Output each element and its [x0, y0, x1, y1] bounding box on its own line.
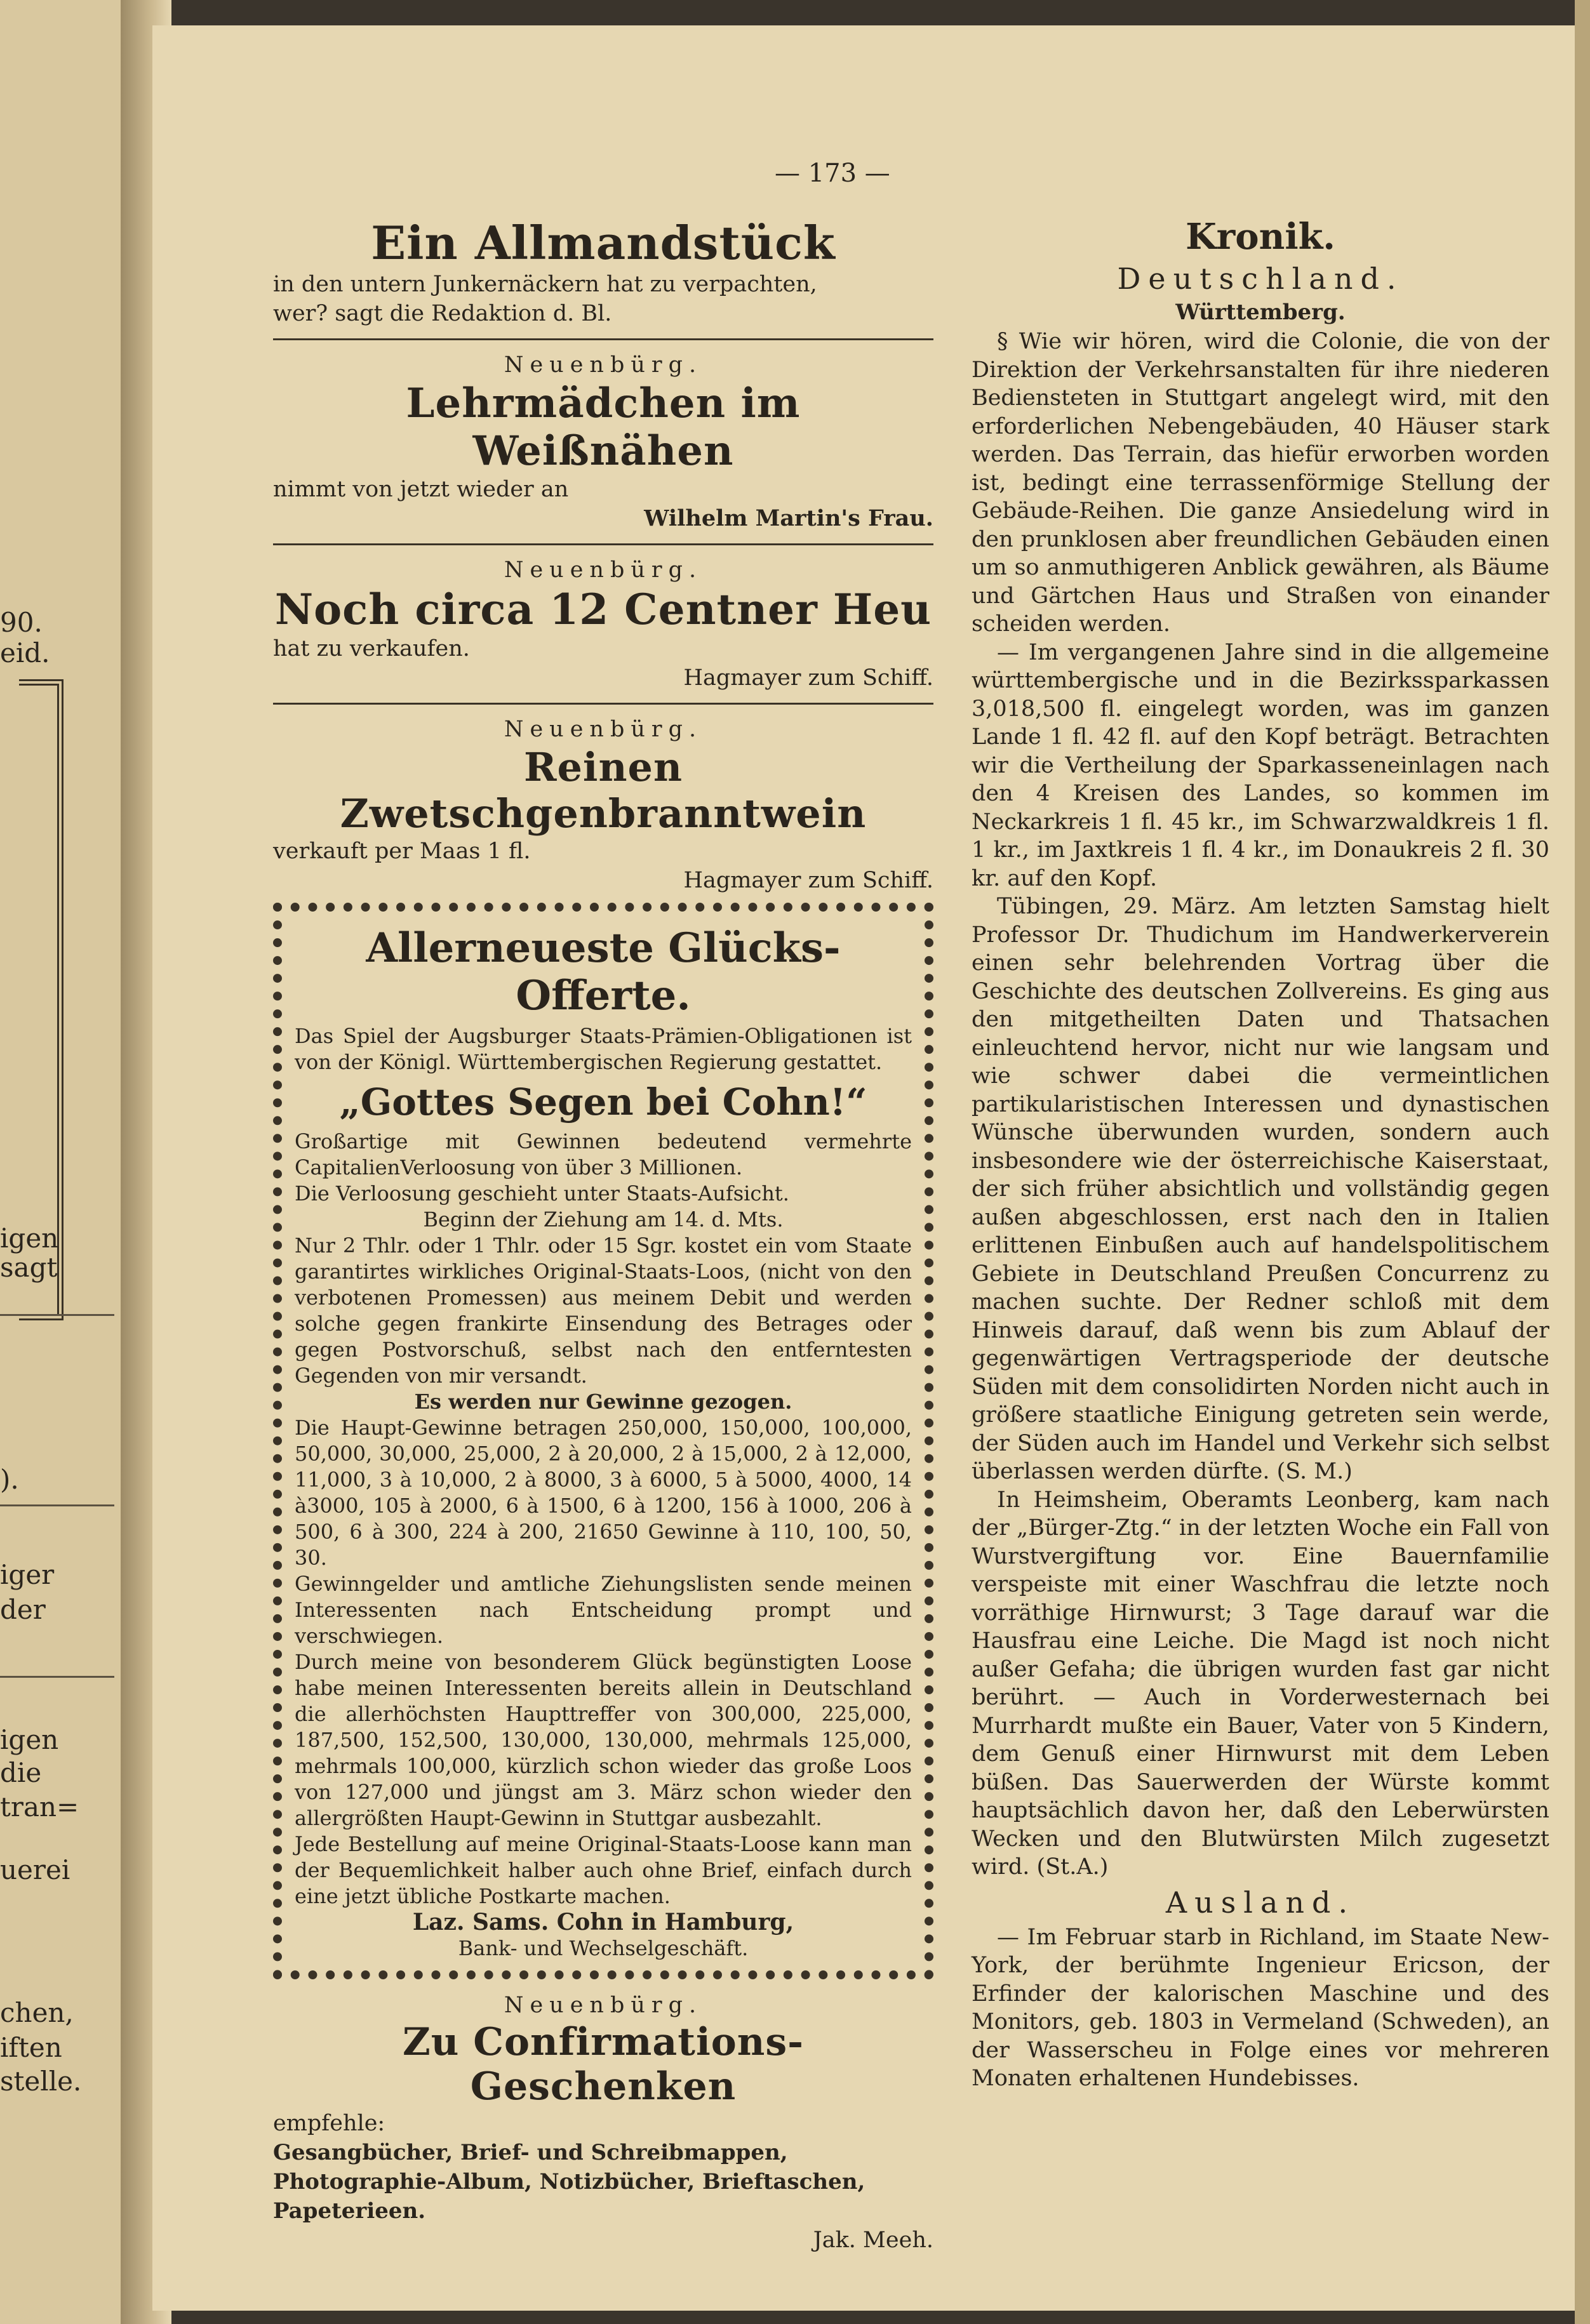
ad-signature: Hagmayer zum Schiff. [683, 665, 933, 691]
news-paragraph: Tübingen, 29. März. Am letzten Samstag hielt Professor Dr. Thudichum im Handwerkerverein einen sehr belehrenden Vortrag über die Geschichte des deutschen Zollvereins. Es ging aus den mitgetheilten Daten und Thatsachen einleuchtend hervor, nicht nur wie langsam und wie schwer dabei die vermeintlichen partikularistischen Interessen und dynastischen Wünsche überwunden wurden, sondern auch insbesondere wie der österreichische Kaiserstaat, der sich früher absichtlich und vollständig gegen außen abgeschlossen, erst nach den in Italien erlittenen Einbußen auch auf handelspolitischem Gebiete in Deutschland Preußen Concurrenz zu machen suchte. Der Redner schloß mit dem Hinweis darauf, daß wenn bis zum Ablauf der gegenwärtigen Vertragsperiode der deutsche Süden mit dem consolidirten Norden nicht auch in größere staatliche Einigung getreten sein werde, der Süden auch im Handel und Verkehr sich selbst überlassen werden dürfte. (S. M.) [972, 894, 1549, 1484]
ad-place: Neuenbürg. [504, 557, 703, 583]
fragment-3: igen [0, 1223, 59, 1254]
ad-confirmation [273, 1991, 933, 2255]
divider [273, 703, 933, 705]
fragment-12: chen, [0, 1997, 74, 2028]
ad-title: Ein Allmandstück [371, 216, 836, 270]
ad-signature: Jak. Meeh. [813, 2228, 933, 2253]
ad-text: Gesangbücher, Brief- und Schreibmappen, Photographie-Album, Notizbücher, Brieftaschen, Papeterieen. [273, 2140, 865, 2224]
fragment-1: 90. [0, 607, 43, 638]
lottery-signature: Bank- und Wechselgeschäft. [458, 1936, 749, 1960]
page-edge [1575, 0, 1590, 2324]
ad-allmandstueck [273, 216, 933, 328]
lottery-text: Großartige mit Gewinnen bedeutend vermehrte CapitalienVerloosung von über 3 Millionen. [295, 1129, 912, 1179]
lottery-text: Nur 2 Thlr. oder 1 Thlr. oder 15 Sgr. kostet ein vom Staate garantirtes wirkliches Original-Staats-Loos, (nicht von den verbotenen Promessen) aus meinem Debit und werden solche gegen frankirte Einsendung des Betrages oder gegen Postvorschuß, selbst nach den entferntesten Gegenden von mir versandt. [295, 1233, 912, 1388]
lottery-text: Es werden nur Gewinne gezogen. [414, 1390, 792, 1414]
ad-place: Neuenbürg. [504, 1993, 703, 2018]
ad-text: wer? sagt die Redaktion d. Bl. [273, 301, 612, 326]
ad-heu [273, 555, 933, 693]
fragment-14: stelle. [0, 2066, 82, 2097]
fragment-7: der [0, 1594, 46, 1625]
ad-text: in den untern Junkernäckern hat zu verpachten, [273, 272, 817, 297]
lottery-text: Durch meine von besonderem Glück begünstigten Loose habe meinen Interessenten bereits allein in Deutschland die allerhöchsten Haupttreffer von 300,000, 225,000, 187,500, 152,500, 130,000, 130,000, mehrmals 125,000, mehrmals 100,000, kürzlich schon wieder das große Loos von 127,000 und jüngst am 3. März schon wieder den allergrößten Haupt-Gewinn in Stuttgar ausbezahlt. [295, 1650, 912, 1830]
fragment-2: eid. [0, 637, 50, 668]
divider [0, 1314, 114, 1316]
region-heading: Württemberg. [1175, 300, 1346, 325]
ad-title: Lehrmädchen im Weißnähen [406, 380, 801, 475]
ad-signature: Wilhelm Martin's Frau. [644, 505, 933, 531]
ad-title: Reinen Zwetschgenbranntwein [340, 744, 867, 837]
ad-text: empfehle: [273, 2111, 385, 2136]
newspaper-page [152, 25, 1581, 2311]
ad-title: Zu Confirmations-Geschenken [402, 2020, 805, 2109]
divider [0, 1504, 114, 1506]
fragment-11: uerei [0, 1854, 70, 1885]
lottery-text: Jede Bestellung auf meine Original-Staats-Loose kann man der Bequemlichkeit halber auch ohne Brief, einfach durch eine jetzt übliche Postkarte machen. [295, 1832, 912, 1908]
news-paragraph: — Im Februar starb in Richland, im Staate New-York, der berühmte Ingenieur Ericson, der Erfinder der kalorischen Maschine und des Monitors, geb. 1803 in Vermeland (Schweden), an der Wasserscheu in Folge eines vor mehreren Monaten erhaltenen Hundebisses. [972, 1924, 1549, 2091]
fragment-6: iger [0, 1559, 55, 1590]
lottery-text: Die Verloosung geschieht unter Staats-Aufsicht. [295, 1181, 789, 1205]
lottery-text: Beginn der Ziehung am 14. d. Mts. [423, 1207, 784, 1232]
section-title: Kronik. [1186, 216, 1335, 258]
fragment-13: iften [0, 2032, 62, 2063]
news-paragraph: — Im vergangenen Jahre sind in die allgemeine württembergische und in die Bezirkssparkassen 3,018,500 fl. eingelegt worden, was im ganzen Lande 1 fl. 42 fl. auf den Kopf beträgt. Betrachten wir die Vertheilung der Sparkasseneinlagen nach den 4 Kreisen des Landes, so kommen im Neckarkreis 1 fl. 45 kr., im Schwarzwaldkreis 1 fl. 1 kr., im Jaxtkreis 1 fl. 4 kr., im Donaukreis 2 fl. 30 kr. auf den Kopf. [972, 639, 1549, 891]
lottery-slogan: „Gottes Segen bei Cohn!“ [339, 1080, 867, 1124]
ad-text: hat zu verkaufen. [273, 636, 470, 661]
lottery-text: Das Spiel der Augsburger Staats-Prämien-Obligationen ist von der Königl. Württembergischen Regierung gestattet. [295, 1024, 912, 1074]
fragment-10: tran= [0, 1791, 79, 1823]
lottery-text: Die Haupt-Gewinne betragen 250,000, 150,000, 100,000, 50,000, 30,000, 25,000, 2 à 20,000, 2 à 15,000, 2 à 12,000, 11,000, 3 à 10,000, 2 à 8000, 3 à 6000, 5 à 5000, 4000, 14 à3000, 105 à 2000, 6 à 1500, 6 à 1200, 156 à 1000, 206 à 500, 6 à 300, 224 à 200, 21650 Gewinne à 110, 100, 50, 30. [295, 1416, 912, 1570]
divider [0, 1676, 114, 1678]
ad-branntwein [273, 715, 933, 895]
advertisement-column [273, 216, 933, 2255]
ad-text: verkauft per Maas 1 fl. [273, 839, 531, 864]
news-column [972, 216, 1549, 2093]
ad-lottery [273, 903, 933, 1979]
ad-place: Neuenbürg. [504, 352, 703, 378]
ad-lehrmaedchen [273, 350, 933, 533]
lottery-signature: Laz. Sams. Cohn in Hamburg, [412, 1909, 794, 1936]
news-paragraph: In Heimsheim, Oberamts Leonberg, kam nach der „Bürger-Ztg.“ in der letzten Woche ein Fall von Wurstvergiftung vor. Eine Bauernfamilie verspeiste mit einer Waschfrau die letzte noch vorräthige Hirnwurst; 3 Tage darauf war die Hausfrau eine Leiche. Die Magd ist noch nicht außer Gefaha; die übrigen wurden fast gar nicht berührt. — Auch in Vorderwesternach bei Murrhardt mußte ein Bauer, Vater von 5 Kindern, dem Genuß einer Hirnwurst mit dem Leben büßen. Das Sauerwerden der Würste kommt hauptsächlich davon her, daß den Leberwürsten Wecken und den Blutwürsten Milch zugesetzt wird. (St.A.) [972, 1487, 1549, 1880]
divider [273, 338, 933, 340]
fragment-5: ). [0, 1464, 19, 1495]
lottery-text: Gewinngelder und amtliche Ziehungslisten sende meinen Interessenten nach Entscheidung prompt und verschwiegen. [295, 1572, 912, 1648]
abroad-heading: Ausland. [1165, 1885, 1356, 1920]
country-heading: Deutschland. [1117, 262, 1404, 296]
lottery-title: Allerneueste Glücks-Offerte. [366, 924, 841, 1019]
fragment-8: igen [0, 1724, 59, 1755]
ad-signature: Hagmayer zum Schiff. [683, 868, 933, 893]
news-paragraph: § Wie wir hören, wird die Colonie, die von der Direktion der Verkehrsanstalten für ihre niederen Bediensteten in Stuttgart angelegt wird, mit den erforderlichen Nebengebäuden, 40 Häuser stark werden. Das Terrain, das hiefür erworben worden ist, bedingt eine terrassenförmige Stellung der Gebäude-Reihen. Die ganze Ansiedelung wird in den prunklosen aber freundlichen Gebäuden einen um so anmuthigeren Anblick gewähren, als Bäume und Gärtchen Haus und Straßen von einander scheiden werden. [972, 329, 1549, 637]
ad-title: Noch circa 12 Centner Heu [274, 585, 932, 634]
ad-text: nimmt von jetzt wieder an [273, 477, 569, 502]
ad-place: Neuenbürg. [504, 717, 703, 742]
fragment-4: sagt [0, 1252, 58, 1283]
page-number: — 173 — [775, 159, 890, 188]
divider [273, 543, 933, 545]
fragment-9: die [0, 1757, 42, 1788]
